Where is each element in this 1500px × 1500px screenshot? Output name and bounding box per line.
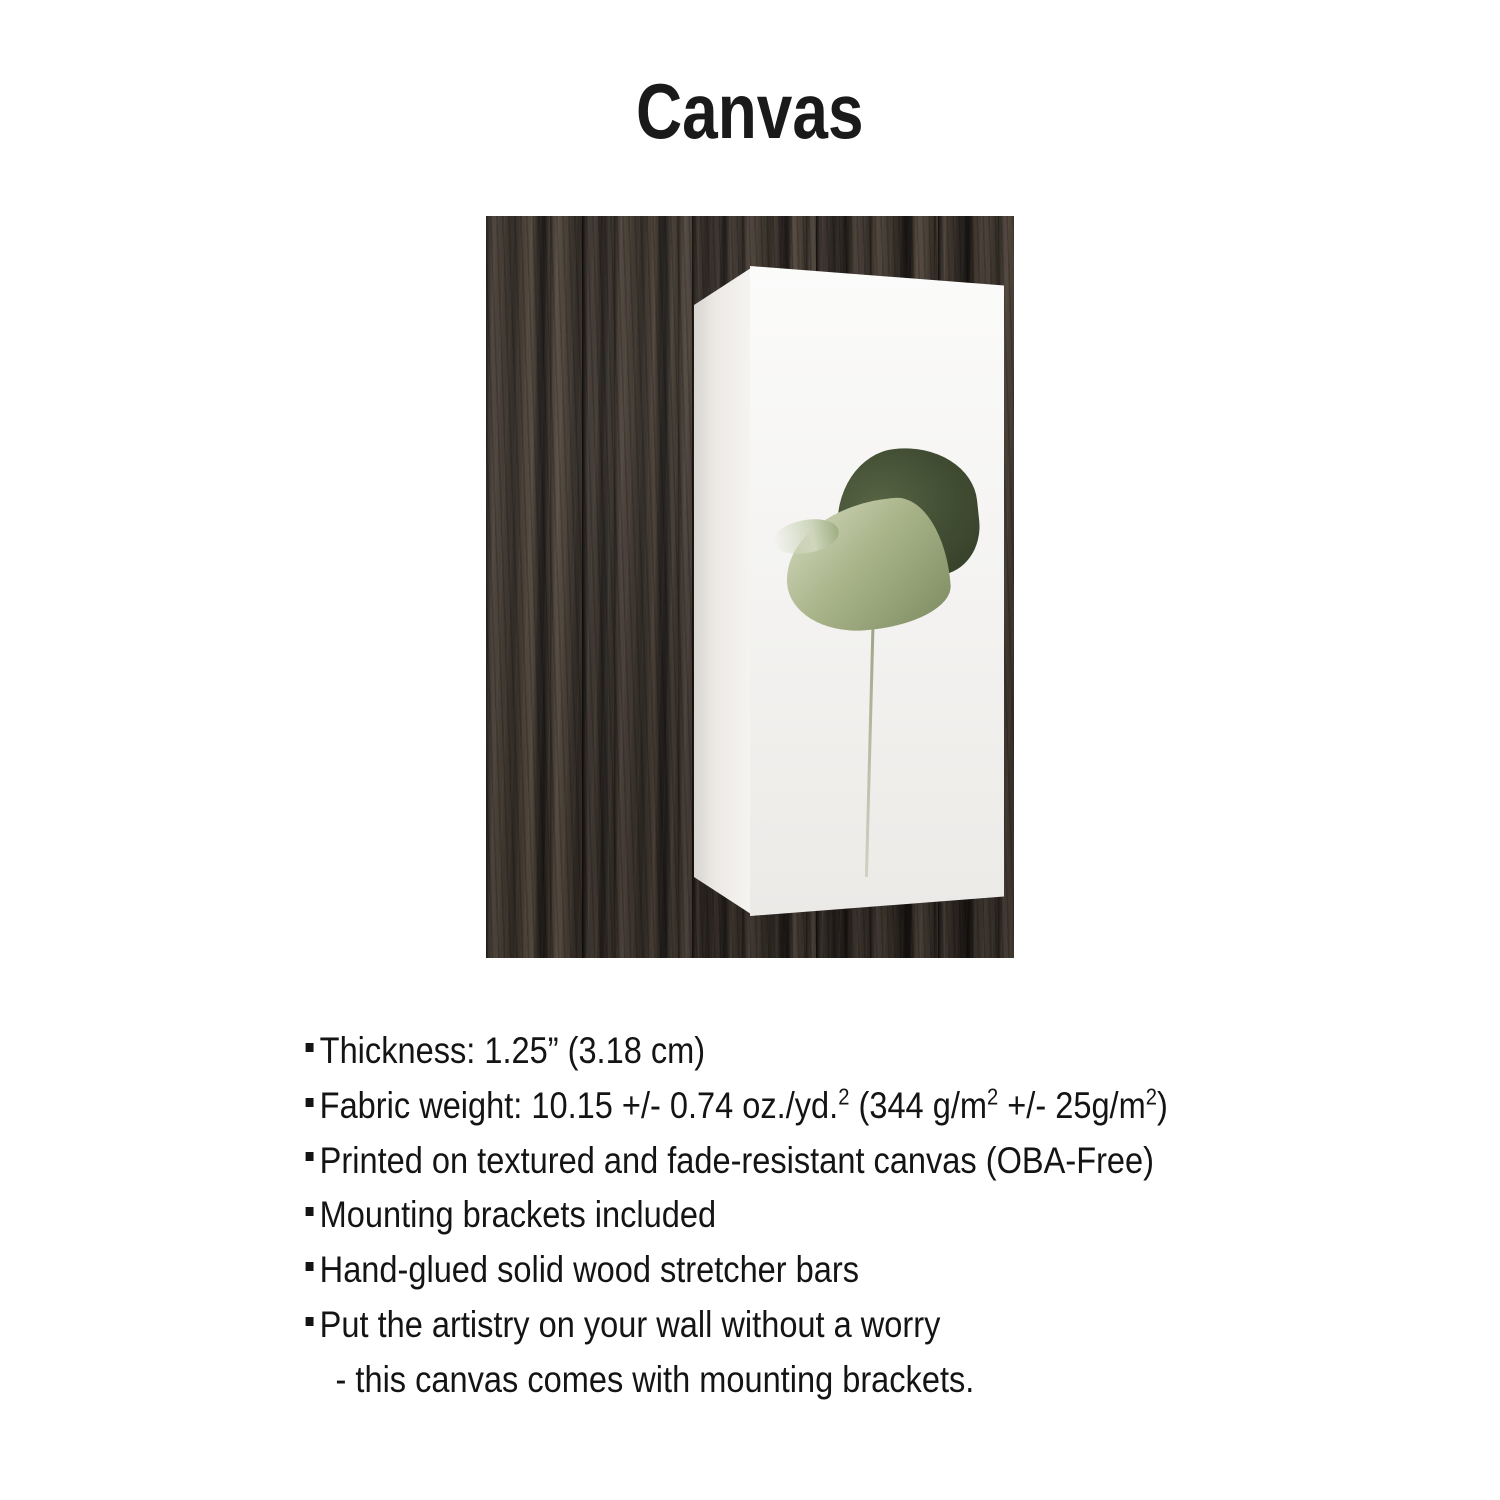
bullet-icon [306,1207,314,1216]
canvas-front-face [750,266,1004,916]
feature-item-fabric-weight [306,1079,1195,1134]
feature-text: Thickness: 1.25” (3.18 cm) [319,1030,706,1071]
bullet-icon [306,1043,314,1052]
feature-text: Fabric weight: 10.15 +/- 0.74 oz./yd.$^2$ (344 $g/m^2$ +/- $25g/m^2$) [319,1083,1168,1126]
feature-item-artistry [306,1298,1195,1353]
feature-text-continuation: - this canvas comes with mounting brackets. [335,1358,975,1400]
canvas-print [694,266,1004,916]
page-title: Canvas [636,67,864,155]
feature-list [306,1024,1195,1407]
feature-text: Hand-glued solid wood stretcher bars [319,1249,860,1290]
feature-text: Printed on textured and fade-resistant canvas (OBA-Free) [319,1139,1154,1181]
product-image [486,216,1014,958]
feature-text: Mounting brackets included [319,1194,717,1236]
leaf-artwork [750,266,1004,916]
bullet-icon [306,1152,314,1161]
feature-item-printed-canvas [306,1134,1195,1189]
wood-plank-seam [582,216,589,958]
bullet-icon [306,1317,314,1326]
feature-text: Put the artistry on your wall without a worry [319,1303,941,1345]
bullet-icon [306,1262,314,1271]
canvas-wrapped-edge [694,266,754,916]
leaf-lower-light [781,494,952,635]
feature-item-thickness [306,1024,1195,1079]
feature-item-stretcher-bars [306,1243,1195,1298]
bullet-icon [306,1098,314,1107]
feature-item-mounting-brackets [306,1188,1195,1243]
